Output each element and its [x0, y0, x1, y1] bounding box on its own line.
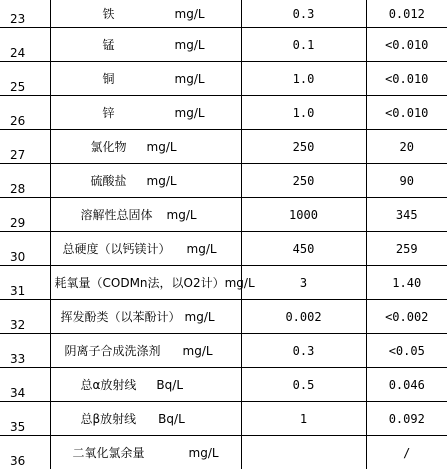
table-row [0, 0, 447, 28]
indicator-unit: mg/L [187, 242, 217, 256]
indicator-unit: mg/L [185, 310, 215, 324]
standard-limit-cell: 3 [241, 266, 366, 300]
standard-limit-cell: 0.3 [241, 334, 366, 368]
row-number: 36 [0, 436, 50, 469]
row-number: 30 [0, 232, 50, 266]
standard-limit-cell: 1 [241, 402, 366, 436]
test-result-cell: 0.046 [366, 368, 447, 402]
table-row [0, 368, 447, 402]
row-number: 34 [0, 368, 50, 402]
indicator-cell [50, 0, 241, 28]
indicator-name: 总α放射线 [81, 376, 137, 393]
indicator-unit: mg/L [183, 344, 213, 358]
indicator-cell [50, 198, 241, 232]
indicator-cell [50, 368, 241, 402]
row-number: 29 [0, 198, 50, 232]
indicator-cell [50, 232, 241, 266]
standard-limit-cell: 0.002 [241, 300, 366, 334]
standard-limit-cell: 0.1 [241, 28, 366, 62]
indicator-unit: mg/L [189, 446, 219, 460]
test-result-cell: 1.40 [366, 266, 447, 300]
indicator-name: 二氧化氯余量 [73, 444, 145, 461]
table-row [0, 334, 447, 368]
indicator-unit: mg/L [147, 140, 177, 154]
indicator-unit: Bq/L [156, 378, 183, 392]
indicator-name: 锰 [103, 36, 115, 53]
indicator-unit: mg/L [167, 208, 197, 222]
indicator-unit: mg/L [147, 174, 177, 188]
indicator-cell [50, 130, 241, 164]
test-result-cell: <0.010 [366, 28, 447, 62]
indicator-cell [50, 436, 241, 469]
table-row [0, 96, 447, 130]
test-result-cell: / [366, 436, 447, 469]
indicator-unit: mg/L [175, 72, 205, 86]
test-result-cell: <0.010 [366, 96, 447, 130]
table-row [0, 62, 447, 96]
standard-limit-cell: 450 [241, 232, 366, 266]
indicator-cell [50, 266, 241, 300]
indicator-name: 阴离子合成洗涤剂 [65, 342, 161, 359]
indicator-name: 挥发酚类（以苯酚计） [61, 308, 181, 325]
row-number: 33 [0, 334, 50, 368]
test-result-cell: <0.010 [366, 62, 447, 96]
row-number: 24 [0, 28, 50, 62]
indicator-name: 溶解性总固体 [81, 206, 153, 223]
table-row [0, 198, 447, 232]
indicator-name: 硫酸盐 [91, 172, 127, 189]
table-row [0, 164, 447, 198]
table-row [0, 232, 447, 266]
indicator-name: 铜 [103, 70, 115, 87]
test-result-cell: 90 [366, 164, 447, 198]
test-result-cell: 0.012 [366, 0, 447, 28]
standard-limit-cell: 250 [241, 164, 366, 198]
test-result-cell: <0.002 [366, 300, 447, 334]
table-row [0, 266, 447, 300]
indicator-cell [50, 96, 241, 130]
table-row [0, 402, 447, 436]
standard-limit-cell: 1000 [241, 198, 366, 232]
table-row [0, 130, 447, 164]
standard-limit-cell: 1.0 [241, 62, 366, 96]
indicator-cell [50, 402, 241, 436]
indicator-name: 铁 [103, 5, 115, 22]
indicator-cell [50, 62, 241, 96]
test-result-cell: <0.05 [366, 334, 447, 368]
indicator-unit: Bq/L [158, 412, 185, 426]
indicator-name: 氯化物 [91, 138, 127, 155]
indicator-name: 总β放射线 [81, 410, 137, 427]
row-number: 26 [0, 96, 50, 130]
row-number: 25 [0, 62, 50, 96]
indicator-unit: mg/L [175, 106, 205, 120]
indicator-name: 耗氧量（CODMn法，以O2计） [55, 274, 225, 291]
indicator-unit: mg/L [225, 276, 255, 290]
standard-limit-cell: 1.0 [241, 96, 366, 130]
table-row [0, 436, 447, 469]
test-result-cell: 259 [366, 232, 447, 266]
indicator-unit: mg/L [175, 38, 205, 52]
test-result-cell: 20 [366, 130, 447, 164]
table-row [0, 300, 447, 334]
indicator-cell [50, 300, 241, 334]
test-result-cell: 0.092 [366, 402, 447, 436]
standard-limit-cell: 0.3 [241, 0, 366, 28]
row-number: 32 [0, 300, 50, 334]
indicator-unit: mg/L [175, 7, 205, 21]
indicator-name: 总硬度（以钙镁计） [63, 240, 171, 257]
standard-limit-cell [241, 436, 366, 469]
row-number: 23 [0, 0, 50, 28]
indicator-cell [50, 334, 241, 368]
indicator-cell [50, 28, 241, 62]
standard-limit-cell: 250 [241, 130, 366, 164]
row-number: 31 [0, 266, 50, 300]
indicator-name: 锌 [103, 104, 115, 121]
indicator-cell [50, 164, 241, 198]
table-row [0, 28, 447, 62]
test-result-cell: 345 [366, 198, 447, 232]
row-number: 28 [0, 164, 50, 198]
row-number: 27 [0, 130, 50, 164]
standard-limit-cell: 0.5 [241, 368, 366, 402]
row-number: 35 [0, 402, 50, 436]
